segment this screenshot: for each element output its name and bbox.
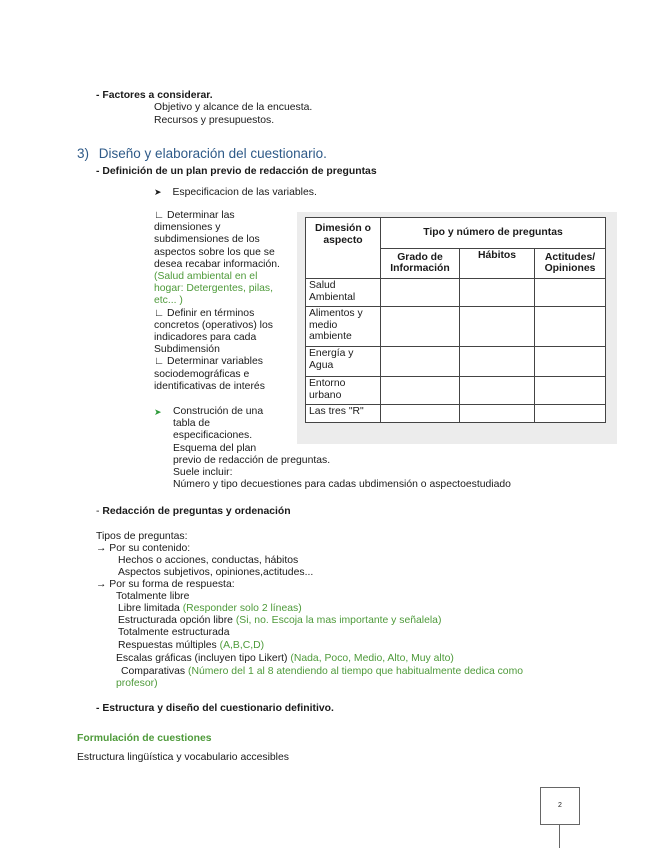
- variables-line: dimensiones y: [154, 222, 221, 234]
- formulacion-heading: Formulación de cuestiones: [77, 733, 212, 744]
- table-header-group: Tipo y número de preguntas: [381, 218, 606, 249]
- variables-line: ∟ Determinar las: [154, 210, 235, 221]
- bullet-especificacion: [154, 186, 317, 199]
- page-number-line: [559, 824, 560, 848]
- forma-item-text: Totalmente libre: [116, 591, 190, 602]
- factores-heading: - Factores a considerar.: [96, 90, 213, 101]
- section-3-number: 3): [77, 146, 90, 161]
- forma-item-text: Comparativas: [121, 666, 188, 677]
- table-subheader: Actitudes/ Opiniones: [535, 248, 606, 279]
- forma-item: [121, 666, 523, 678]
- variables-line: aspectos sobre los que se: [154, 246, 275, 258]
- variables-line: identificativas de interés: [154, 380, 265, 392]
- variables-example-line: etc... ): [154, 295, 183, 307]
- table-row-label: Energía y Agua: [306, 347, 381, 377]
- table-row: [306, 377, 606, 405]
- forma-item-text: Libre limitada: [118, 603, 183, 614]
- page-number: 2: [558, 802, 562, 809]
- redaccion-heading-text: Redacción de preguntas y ordenación: [102, 506, 291, 517]
- variables-line: sociodemográficas e: [154, 368, 250, 380]
- specification-table: [305, 217, 606, 423]
- construccion-line: especificaciones.: [173, 430, 253, 442]
- construccion-line: tabla de: [173, 418, 210, 430]
- variables-line: ∟ Determinar variables: [154, 356, 263, 368]
- tipos-label: Tipos de preguntas:: [96, 531, 188, 542]
- forma-item-text: Respuestas múltiples: [118, 640, 220, 651]
- table-subheader: Hábitos: [460, 248, 535, 279]
- variables-line: concretos (operativos) los: [154, 319, 273, 331]
- forma-item-note: (Número del 1 al 8 atendiendo al tiempo que habitualmente dedica como: [188, 666, 524, 677]
- construccion-line: Esquema del plan: [173, 442, 257, 454]
- forma-item-text: Escalas gráficas (incluyen tipo Likert): [116, 653, 291, 664]
- contenido-item: Aspectos subjetivos, opiniones,actitudes...: [118, 567, 314, 578]
- redaccion-heading: [96, 506, 291, 518]
- arrow-bullet-icon: ➤: [154, 187, 162, 197]
- estructura-heading: - Estructura y diseño del cuestionario definitivo.: [96, 703, 334, 714]
- forma-item: [116, 653, 454, 665]
- arrow-bullet-icon: ➤: [154, 407, 162, 417]
- variables-line: ∟ Definir en términos: [154, 307, 255, 319]
- variables-line: subdimensiones de los: [154, 234, 260, 246]
- formulacion-text: Estructura lingüística y vocabulario accesibles: [77, 752, 289, 763]
- table-row-label: Alimentos y medio ambiente: [306, 307, 381, 347]
- forma-item: [118, 640, 264, 652]
- factores-item-1: Objetivo y alcance de la encuesta.: [154, 102, 313, 113]
- variables-line: desea recabar información.: [154, 258, 280, 270]
- section-3-heading: [77, 146, 327, 162]
- forma-item-note: (A,B,C,D): [219, 640, 265, 651]
- variables-line: indicadores para cada: [154, 332, 257, 344]
- forma-item-note: (Nada, Poco, Medio, Alto, Muy alto): [290, 653, 454, 664]
- forma-item: [116, 591, 189, 603]
- contenido-label: → Por su contenido:: [96, 543, 191, 554]
- construccion-line: previo de redacción de preguntas.: [173, 454, 331, 466]
- forma-item: [118, 627, 229, 639]
- table-header-dimension: Dimesión o aspecto: [306, 218, 381, 279]
- table-row: [306, 347, 606, 377]
- table-row: [306, 307, 606, 347]
- forma-item-note-continuation: profesor): [116, 678, 158, 689]
- redaccion-prefix: -: [96, 506, 103, 517]
- forma-item-text: Totalmente estructurada: [118, 627, 230, 638]
- section-3-title: Diseño y elaboración del cuestionario.: [98, 146, 327, 161]
- forma-item: [118, 615, 441, 627]
- construccion-line: Construción de una: [173, 406, 264, 417]
- forma-item: [118, 603, 302, 615]
- table-subheader: Grado de Información: [381, 248, 460, 279]
- definicion-heading: - Definición de un plan previo de redacción de preguntas: [96, 166, 377, 177]
- specification-table-image: [297, 212, 617, 444]
- table-row-label: Las tres "R": [306, 405, 381, 423]
- contenido-item: Hechos o acciones, conductas, hábitos: [118, 555, 299, 566]
- construccion-line: Número y tipo decuestiones para cadas ubdimensión o aspectoestudiado: [173, 479, 511, 491]
- variables-line: Subdimensión: [154, 344, 220, 356]
- forma-label: → Por su forma de respuesta:: [96, 579, 235, 590]
- table-row-label: Salud Ambiental: [306, 279, 381, 307]
- construccion-line: Suele incluir:: [173, 467, 233, 479]
- table-row: [306, 405, 606, 423]
- variables-example-line: (Salud ambiental en el: [154, 271, 258, 283]
- page-number-box: [540, 787, 580, 825]
- forma-item-note: (Si, no. Escoja la mas importante y señalela): [235, 615, 442, 626]
- forma-item-note: (Responder solo 2 líneas): [182, 603, 302, 614]
- variables-block: [154, 210, 280, 393]
- table-row: [306, 279, 606, 307]
- bullet-especificacion-text: Especificacion de las variables.: [172, 187, 317, 198]
- variables-example-line: hogar: Detergentes, pilas,: [154, 283, 273, 295]
- table-row-label: Entorno urbano: [306, 377, 381, 405]
- factores-item-2: Recursos y presupuestos.: [154, 115, 275, 126]
- forma-item-text: Estructurada opción libre: [118, 615, 236, 626]
